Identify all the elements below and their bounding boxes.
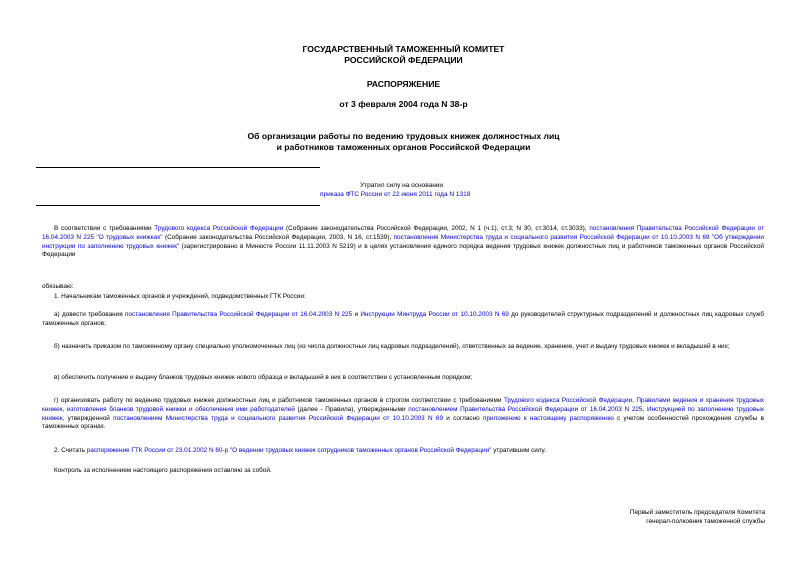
text: , <box>642 405 647 413</box>
divider-bottom <box>36 205 320 206</box>
obliges-text: обязываю: <box>42 283 74 290</box>
text: , утвержденной <box>62 414 114 422</box>
text: (зарегистрировано в Минюсте России 11.11.2003 N 5219) и в целях установления единого порядка ведения трудовых книжек должностных лиц и работников таможенных органов Российской Федерации <box>42 242 764 259</box>
doc-title-line1: Об организации работы по ведению трудовых книжек должностных лиц <box>247 131 560 141</box>
text: и согласно <box>443 414 483 422</box>
text: (далее - Правила), утвержденными <box>294 405 409 413</box>
doc-type: РАСПОРЯЖЕНИЕ <box>366 79 441 89</box>
status-link[interactable]: приказа ФТС России от 22 июня 2011 года N 1318 <box>320 190 471 198</box>
doc-title-line2: и работников таможенных органов Российской Федерации <box>276 141 531 152</box>
signature-block <box>630 508 765 527</box>
text: , <box>632 397 637 404</box>
text: с учетом особенностей прохождения службы в таможенных органах. <box>42 414 764 431</box>
link-labor-code-g[interactable]: Трудового кодекса Российской Федерации <box>503 397 633 404</box>
org-name-line2: РОССИЙСКОЙ ФЕДЕРАЦИИ <box>344 54 463 65</box>
status-note <box>320 182 490 199</box>
link-mintrud-instruction-69[interactable]: Инструкции Минтруда России от 10.10.2003 N 69 <box>360 311 509 318</box>
doc-title <box>0 131 807 152</box>
link-appendix[interactable]: приложению к настоящему распоряжению <box>483 414 614 422</box>
link-gov-decree-225[interactable]: постановления Правительства Российской Федерации от 16.04.2003 N 225 "О трудовых книжках" <box>42 225 764 241</box>
document-header <box>0 44 807 65</box>
item-2 <box>42 447 764 456</box>
link-instruction[interactable]: Инструкцией по заполнению трудовых книжек <box>42 405 764 422</box>
text: и <box>352 311 361 318</box>
link-order-60r[interactable]: распоряжение ГТК России от 23.01.2002 N 60-р "О ведении трудовых книжек сотрудников таможенных органов Российской Федерации" <box>86 447 492 454</box>
text: а) довести требования <box>54 311 126 318</box>
preamble-paragraph <box>42 225 764 260</box>
text: В соответствии с требованиями <box>54 225 155 232</box>
status-line: Утратил силу на основании <box>360 182 444 189</box>
signature-line1: Первый заместитель председателя Комитета <box>629 509 765 516</box>
text: (Собрание законодательства Российской Федерации, 2002, N 1 (ч.1), ст.3; N 30, ст.3014, ст.3033), <box>283 225 590 232</box>
link-labor-code[interactable]: Трудового кодекса Российской Федерации <box>154 225 284 232</box>
text: 2. Считать <box>54 447 87 454</box>
link-gov-decree-225-g[interactable]: постановлением Правительства Российской Федерации от 16.04.2003 N 225 <box>408 405 643 413</box>
item-g <box>42 397 764 432</box>
control-paragraph: Контроль за исполнением настоящего распоряжения оставляю за собой. <box>54 467 272 474</box>
text: до руководителей структурных подразделений и должностных лиц кадровых служб таможенных органов; <box>42 311 764 327</box>
link-mintrud-decree-69-g[interactable]: постановлением Министерства труда и социального развития Российской Федерации от 10.10.2003 N 69 <box>113 414 444 422</box>
link-gov-decree-225-a[interactable]: постановления Правительства Российской Федерации от 16.04.2003 N 225 <box>125 311 353 318</box>
text: (Собрание законодательства Российской Федерации, 2003, N 16, ст.1539), <box>162 233 394 241</box>
signature-line2: генерал-полковник таможенной службы <box>646 518 765 526</box>
item-v: в) обеспечить получение и выдачу бланков трудовых книжек нового образца и вкладышей в них в соответствии с установленным порядком; <box>54 374 473 381</box>
text: г) организовать работу по ведению трудовых книжек должностных лиц и работников таможенных органов в строгом соответствии с требованиями <box>54 397 504 404</box>
item-b: б) назначить приказом по таможенному органу специально уполномоченных лиц (из числа должностных лиц кадровых подразделений), ответственных за ведение, хранение, учет и выдачу трудовых книжек и вкладышей в них; <box>54 343 730 350</box>
text: утратившим силу. <box>491 447 546 454</box>
item-a <box>42 311 764 329</box>
org-name-line1: ГОСУДАРСТВЕННЫЙ ТАМОЖЕННЫЙ КОМИТЕТ <box>302 44 505 54</box>
doc-date-number: от 3 февраля 2004 года N 38-р <box>339 99 468 109</box>
link-rules[interactable]: Правилами ведения и хранения трудовых книжек, изготовления бланков трудовой книжки и обеспечения ими работодателей <box>42 397 764 413</box>
item-1: 1. Начальникам таможенных органов и учреждений, подведомственных ГТК России: <box>54 293 306 300</box>
link-mintrud-decree-69[interactable]: постановления Министерства труда и социального развития Российской Федерации от 10.10.2003 N 69 "Об утверждении инструкции по заполнению трудовых книжек" <box>42 233 764 250</box>
divider-top <box>36 167 320 168</box>
